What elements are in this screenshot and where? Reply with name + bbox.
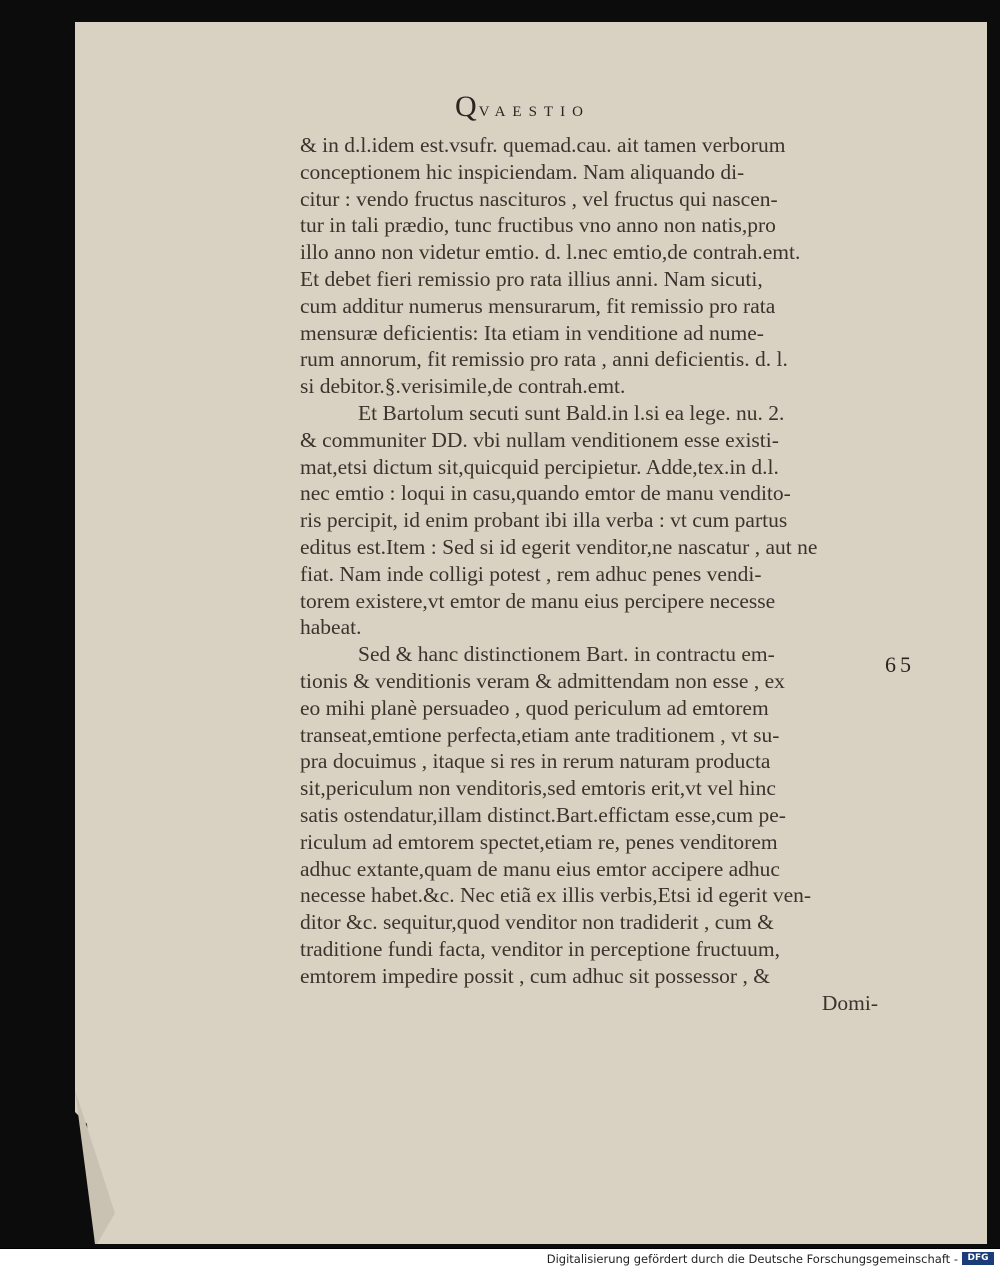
text-line: necesse habet.&c. Nec etiã ex illis verbis,Etsi id egerit ven- — [300, 883, 812, 908]
text-line: mat,etsi dictum sit,quicquid percipietur. Adde,tex.in d.l. — [300, 454, 779, 479]
text-line: traditione fundi facta, venditor in perceptione fructuum, — [300, 936, 780, 961]
page-number: 65 — [885, 652, 915, 677]
text-line: riculum ad emtorem spectet,etiam re, penes venditorem — [300, 829, 778, 854]
text-line: Et Bartolum secuti sunt Bald.in l.si ea lege. nu. 2. — [358, 400, 785, 425]
text-line: nec emtio : loqui in casu,quando emtor de manu vendito- — [300, 481, 791, 506]
text-line: emtorem impedire possit , cum adhuc sit possessor , & — [300, 963, 770, 988]
body-text — [300, 132, 878, 1016]
text-line: ris percipit, id enim probant ibi illa verba : vt cum partus — [300, 508, 788, 533]
text-line: mensuræ deficientis: Ita etiam in venditione ad nume- — [300, 320, 764, 345]
text-line: tionis & venditionis veram & admittendam non esse , ex — [300, 668, 785, 693]
text-line: fiat. Nam inde colligi potest , rem adhuc penes vendi- — [300, 561, 762, 586]
text-line: si debitor.§.verisimile,de contrah.emt. — [300, 374, 626, 399]
text-line: torem existere,vt emtor de manu eius percipere necesse — [300, 588, 776, 613]
text-line: rum annorum, fit remissio pro rata , anni deficientis. d. l. — [300, 347, 788, 372]
text-line: pra docuimus , itaque si res in rerum naturam producta — [300, 749, 771, 774]
text-line: adhuc extante,quam de manu eius emtor accipere adhuc — [300, 856, 780, 881]
footer-credit: Digitalisierung gefördert durch die Deutsche Forschungsgemeinschaft - — [546, 1252, 958, 1266]
text-line: citur : vendo fructus nascituros , vel fructus qui nascen- — [300, 186, 778, 211]
catchword: Domi- — [821, 990, 878, 1015]
text-line: satis ostendatur,illam distinct.Bart.effictam esse,cum pe- — [300, 802, 786, 827]
text-line: sit,periculum non venditoris,sed emtoris erit,vt vel hinc — [300, 776, 776, 801]
running-head — [455, 90, 695, 130]
text-line: tur in tali prædio, tunc fructibus vno anno non natis,pro — [300, 213, 776, 238]
text-line: habeat. — [300, 615, 362, 640]
text-line: ditor &c. sequitur,quod venditor non tradiderit , cum & — [300, 910, 774, 935]
text-line: & communiter DD. vbi nullam venditionem esse existi- — [300, 427, 779, 452]
text-line: eo mihi planè persuadeo , quod periculum ad emtorem — [300, 695, 769, 720]
text-line: Sed & hanc distinctionem Bart. in contractu em- — [358, 642, 775, 667]
text-line: editus est.Item : Sed si id egerit venditor,ne nascatur , aut ne — [300, 534, 818, 559]
text-line: transeat,emtione perfecta,etiam ante traditionem , vt su- — [300, 722, 780, 747]
dfg-logo[interactable]: DFG — [962, 1252, 994, 1265]
running-head-word: VAESTIO — [478, 104, 590, 120]
text-line: cum additur numerus mensurarum, fit remissio pro rata — [300, 293, 776, 318]
text-line: conceptionem hic inspiciendam. Nam aliquando di- — [300, 159, 745, 184]
running-head-initial: Q — [455, 90, 479, 123]
footer-bar — [0, 1249, 1000, 1269]
text-line: Et debet fieri remissio pro rata illius anni. Nam sicuti, — [300, 266, 763, 291]
text-line: illo anno non videtur emtio. d. l.nec emtio,de contrah.emt. — [300, 240, 801, 265]
text-line: & in d.l.idem est.vsufr. quemad.cau. ait tamen verborum — [300, 133, 786, 157]
